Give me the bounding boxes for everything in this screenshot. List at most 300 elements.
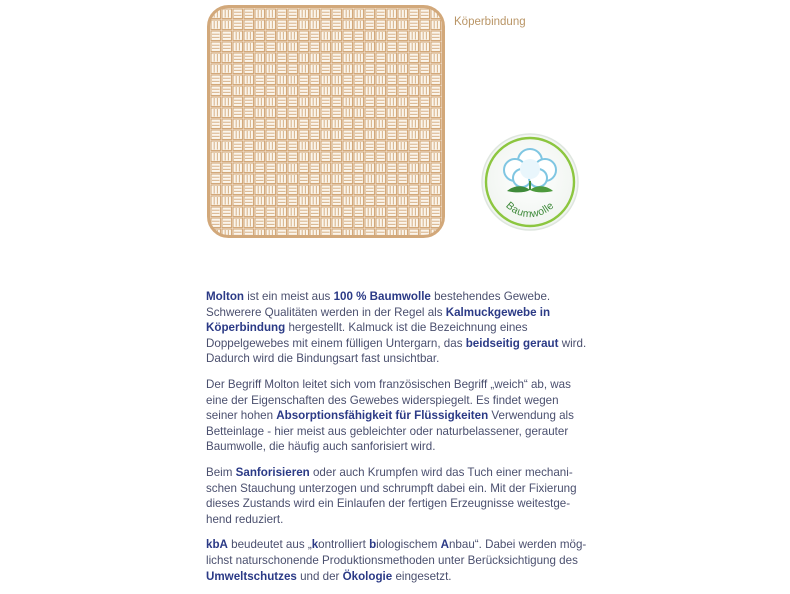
weave-cell: [387, 108, 397, 118]
weave-cell: [387, 97, 397, 107]
weave-cell: [233, 42, 243, 52]
weave-cell: [354, 141, 364, 151]
weave-pattern-icon: [207, 5, 445, 238]
weave-cell: [387, 141, 397, 151]
weave-cell: [343, 86, 353, 96]
weave-cell: [288, 97, 298, 107]
body-text: hergestellt. Kalmuck ist die Bezeichnung eines Doppelgewebes mit einem fülligen Untergarn, das: [206, 321, 528, 350]
weave-cell: [420, 174, 430, 184]
weave-cell: [343, 163, 353, 173]
weave-cell: [376, 119, 386, 129]
weave-cell: [299, 86, 309, 96]
weave-cell: [277, 119, 287, 129]
weave-cell: [310, 75, 320, 85]
weave-cell: [321, 64, 331, 74]
weave-cell: [222, 31, 232, 41]
weave-cell: [211, 119, 221, 129]
weave-cell: [255, 86, 265, 96]
weave-cell: [211, 53, 221, 63]
weave-cell: [321, 141, 331, 151]
weave-cell: [387, 185, 397, 195]
weave-cell: [211, 174, 221, 184]
weave-cell: [387, 64, 397, 74]
weave-cell: [420, 97, 430, 107]
body-text: ist ein meist aus: [244, 290, 334, 303]
weave-cell: [409, 108, 419, 118]
weave-cell: [365, 86, 375, 96]
weave-cell: [233, 218, 243, 228]
weave-cell: [343, 152, 353, 162]
weave-cell: [398, 64, 408, 74]
weave-cell: [431, 130, 441, 140]
weave-cell: [310, 20, 320, 30]
weave-cell: [288, 119, 298, 129]
weave-cell: [266, 97, 276, 107]
weave-cell: [398, 174, 408, 184]
weave-cell: [266, 53, 276, 63]
weave-cell: [409, 174, 419, 184]
weave-cell: [332, 152, 342, 162]
weave-cell: [420, 20, 430, 30]
weave-cell: [365, 97, 375, 107]
weave-cell: [365, 64, 375, 74]
weave-cell: [255, 163, 265, 173]
weave-cell: [211, 196, 221, 206]
weave-cell: [332, 42, 342, 52]
weave-cell: [266, 152, 276, 162]
weave-cell: [398, 141, 408, 151]
weave-cell: [310, 42, 320, 52]
weave-cell: [288, 196, 298, 206]
emphasis-text: beidseitig geraut: [465, 336, 559, 350]
weave-cell: [431, 218, 441, 228]
weave-cell: [310, 9, 320, 19]
weave-cell: [332, 108, 342, 118]
weave-cell: [277, 20, 287, 30]
weave-cell: [244, 163, 254, 173]
weave-cell: [420, 31, 430, 41]
weave-cell: [288, 174, 298, 184]
weave-cell: [222, 53, 232, 63]
weave-cell: [244, 119, 254, 129]
weave-cell: [288, 53, 298, 63]
weave-cell: [354, 207, 364, 217]
weave-cell: [365, 75, 375, 85]
weave-cell: [244, 31, 254, 41]
baumwolle-badge: [480, 132, 580, 232]
weave-cell: [354, 130, 364, 140]
weave-cell: [431, 108, 441, 118]
weave-cell: [244, 218, 254, 228]
weave-cell: [321, 20, 331, 30]
weave-cell: [233, 75, 243, 85]
weave-cell: [310, 31, 320, 41]
weave-cell: [222, 185, 232, 195]
paragraph-begriff: [206, 377, 588, 455]
weave-cell: [321, 152, 331, 162]
weave-cell: [255, 31, 265, 41]
weave-cell: [299, 119, 309, 129]
weave-cell: [299, 163, 309, 173]
weave-cell: [343, 185, 353, 195]
weave-cell: [255, 141, 265, 151]
weave-cell: [288, 130, 298, 140]
weave-cell: [409, 31, 419, 41]
weave-cell: [332, 174, 342, 184]
weave-cell: [354, 163, 364, 173]
weave-cell: [354, 152, 364, 162]
weave-cell: [288, 218, 298, 228]
weave-cell: [299, 97, 309, 107]
weave-cell: [376, 207, 386, 217]
weave-cell: [431, 31, 441, 41]
emphasis-text: Ökologie: [342, 569, 393, 583]
weave-cell: [376, 64, 386, 74]
weave-cell: [244, 42, 254, 52]
weave-cell: [233, 86, 243, 96]
emphasis-text: Absorptionsfähigkeit für Flüssigkeiten: [276, 409, 489, 423]
weave-cell: [354, 53, 364, 63]
weave-cell: [332, 218, 342, 228]
weave-cell: [255, 196, 265, 206]
weave-cell: [365, 207, 375, 217]
weave-cell: [321, 207, 331, 217]
weave-cell: [222, 64, 232, 74]
weave-cell: [365, 130, 375, 140]
weave-cell: [277, 42, 287, 52]
weave-cell: [398, 163, 408, 173]
weave-cell: [255, 42, 265, 52]
weave-cell: [387, 42, 397, 52]
body-text: nbau“. Dabei werden möglichst naturschonende Produktionsmethoden unter Berücksichtigung des: [206, 538, 587, 567]
weave-cell: [398, 97, 408, 107]
weave-cell: [409, 119, 419, 129]
weave-cell: [365, 119, 375, 129]
body-text: oder auch Krumpfen wird das Tuch einer mechanischen Stauchung unterzogen und schrumpft dabei ein. Mit der Fixierung dieses Zustands wird ein Einlaufen der fertigen Erzeugnisse weitestgehend reduziert.: [206, 465, 577, 526]
weave-cell: [365, 163, 375, 173]
weave-cell: [277, 86, 287, 96]
emphasis-text: Molton: [206, 290, 244, 303]
weave-cell: [321, 31, 331, 41]
weave-cell: [365, 152, 375, 162]
weave-cell: [233, 20, 243, 30]
weave-cell: [277, 75, 287, 85]
weave-cell: [431, 163, 441, 173]
weave-cell: [398, 207, 408, 217]
weave-cell: [277, 141, 287, 151]
weave-cell: [244, 196, 254, 206]
body-text: eingesetzt.: [392, 569, 452, 583]
article-text: [206, 289, 588, 594]
weave-cell: [376, 108, 386, 118]
weave-cell: [365, 42, 375, 52]
weave-cell: [244, 53, 254, 63]
weave-cell: [288, 163, 298, 173]
weave-cell: [255, 64, 265, 74]
weave-cell: [288, 9, 298, 19]
weave-cell: [277, 196, 287, 206]
weave-cell: [299, 75, 309, 85]
weave-cell: [431, 97, 441, 107]
weave-cell: [343, 53, 353, 63]
weave-cell: [299, 42, 309, 52]
weave-cell: [398, 53, 408, 63]
weave-cell: [244, 108, 254, 118]
weave-cell: [244, 86, 254, 96]
weave-cell: [266, 108, 276, 118]
body-text: wird. Dadurch wird die Bindungsart fast unsichtbar.: [206, 336, 587, 366]
weave-cell: [211, 20, 221, 30]
weave-cell: [409, 196, 419, 206]
weave-cell: [222, 130, 232, 140]
weave-cell: [244, 152, 254, 162]
weave-cell: [387, 207, 397, 217]
weave-cell: [398, 20, 408, 30]
weave-cell: [354, 218, 364, 228]
weave-cell: [354, 196, 364, 206]
weave-cell: [409, 130, 419, 140]
weave-cell: [299, 218, 309, 228]
weave-cell: [398, 185, 408, 195]
weave-cell: [222, 196, 232, 206]
emphasis-text: 100 % Baumwolle: [333, 290, 431, 303]
weave-cell: [354, 42, 364, 52]
weave-cell: [398, 196, 408, 206]
weave-cell: [431, 152, 441, 162]
weave-cell: [343, 20, 353, 30]
weave-cell: [299, 108, 309, 118]
weave-cell: [398, 31, 408, 41]
weave-cell: [244, 174, 254, 184]
weave-cell: [431, 42, 441, 52]
weave-cell: [354, 185, 364, 195]
weave-cell: [387, 130, 397, 140]
weave-cell: [233, 31, 243, 41]
weave-cell: [255, 75, 265, 85]
weave-cell: [299, 130, 309, 140]
weave-cell: [299, 141, 309, 151]
weave-cell: [299, 64, 309, 74]
weave-cell: [310, 86, 320, 96]
weave-cell: [376, 20, 386, 30]
weave-cell: [420, 108, 430, 118]
weave-cell: [310, 207, 320, 217]
weave-cell: [376, 196, 386, 206]
weave-cell: [222, 75, 232, 85]
weave-cell: [222, 174, 232, 184]
weave-cell: [354, 86, 364, 96]
weave-cell: [255, 9, 265, 19]
weave-cell: [431, 174, 441, 184]
weave-cell: [233, 207, 243, 217]
weave-cell: [266, 64, 276, 74]
weave-cell: [222, 42, 232, 52]
weave-cell: [277, 152, 287, 162]
weave-cell: [343, 75, 353, 85]
weave-cell: [211, 108, 221, 118]
weave-cell: [288, 152, 298, 162]
emphasis-text: A: [440, 538, 449, 552]
weave-cell: [365, 218, 375, 228]
weave-cell: [277, 9, 287, 19]
emphasis-text: Umweltschutzes: [206, 569, 297, 583]
weave-cell: [244, 9, 254, 19]
paragraph-molton: [206, 289, 588, 367]
weave-cell: [255, 218, 265, 228]
weave-cell: [387, 196, 397, 206]
weave-cell: [222, 86, 232, 96]
weave-cell: [310, 119, 320, 129]
weave-cell: [420, 207, 430, 217]
weave-cell: [365, 185, 375, 195]
weave-cell: [244, 207, 254, 217]
weave-cell: [387, 9, 397, 19]
weave-cell: [332, 196, 342, 206]
weave-cell: [332, 163, 342, 173]
weave-cell: [409, 218, 419, 228]
weave-cell: [266, 119, 276, 129]
weave-cell: [376, 218, 386, 228]
emphasis-text: k: [311, 538, 319, 552]
emphasis-text: Sanforisieren: [235, 465, 310, 479]
weave-cell: [365, 31, 375, 41]
weave-cell: [365, 141, 375, 151]
weave-cell: [354, 97, 364, 107]
body-text: beudeutet aus „: [227, 538, 312, 552]
weave-cell: [387, 163, 397, 173]
weave-cell: [255, 185, 265, 195]
weave-cell: [299, 152, 309, 162]
weave-cell: [266, 163, 276, 173]
weave-cell: [376, 130, 386, 140]
weave-cell: [409, 163, 419, 173]
weave-cell: [354, 20, 364, 30]
body-text: Verwendung als Betteinlage - hier meist aus gebleichter oder naturbelassener, gerauter Baumwolle, die häufig auch sanforisiert wird.: [206, 409, 574, 454]
weave-cell: [354, 75, 364, 85]
weave-cell: [288, 141, 298, 151]
weave-cell: [222, 119, 232, 129]
weave-cell: [409, 86, 419, 96]
weave-cell: [431, 185, 441, 195]
weave-cell: [266, 185, 276, 195]
weave-cell: [420, 119, 430, 129]
weave-cell: [244, 97, 254, 107]
weave-cell: [211, 97, 221, 107]
weave-cell: [343, 108, 353, 118]
weave-cell: [409, 97, 419, 107]
weave-cell: [409, 141, 419, 151]
weave-cell: [277, 31, 287, 41]
weave-cell: [255, 130, 265, 140]
weave-cell: [321, 196, 331, 206]
body-text: Beim: [206, 465, 236, 479]
weave-cell: [288, 207, 298, 217]
weave-cell: [266, 130, 276, 140]
weave-cell: [244, 141, 254, 151]
weave-cell: [288, 20, 298, 30]
weave-cell: [310, 53, 320, 63]
weave-cell: [266, 141, 276, 151]
emphasis-text: kbA: [206, 538, 228, 552]
weave-cell: [277, 53, 287, 63]
weave-cell: [398, 9, 408, 19]
weave-cell: [310, 185, 320, 195]
weave-cell: [266, 196, 276, 206]
weave-cell: [376, 42, 386, 52]
weave-cell: [321, 185, 331, 195]
weave-cell: [387, 218, 397, 228]
weave-cell: [376, 174, 386, 184]
weave-cell: [431, 75, 441, 85]
weave-cell: [409, 207, 419, 217]
weave-cell: [211, 163, 221, 173]
weave-cell: [321, 53, 331, 63]
weave-cell: [244, 20, 254, 30]
weave-cell: [233, 9, 243, 19]
weave-cell: [310, 174, 320, 184]
weave-cell: [387, 174, 397, 184]
weave-cell: [420, 86, 430, 96]
weave-cell: [255, 207, 265, 217]
weave-cell: [277, 108, 287, 118]
weave-cell: [398, 152, 408, 162]
emphasis-text: b: [369, 538, 377, 552]
weave-cell: [255, 53, 265, 63]
weave-cell: [332, 53, 342, 63]
weave-cell: [376, 9, 386, 19]
weave-cell: [354, 64, 364, 74]
weave-cell: [376, 31, 386, 41]
weave-cell: [211, 42, 221, 52]
weave-cell: [420, 218, 430, 228]
paragraph-sanforisieren: [206, 465, 588, 527]
weave-cell: [211, 86, 221, 96]
weave-cell: [431, 53, 441, 63]
weave-cell: [266, 42, 276, 52]
weave-cell: [266, 86, 276, 96]
weave-cell: [343, 9, 353, 19]
weave-cell: [310, 64, 320, 74]
weave-cell: [332, 130, 342, 140]
weave-cell: [354, 108, 364, 118]
weave-cell: [222, 97, 232, 107]
weave-cell: [332, 86, 342, 96]
weave-cell: [332, 185, 342, 195]
weave-cell: [211, 31, 221, 41]
weave-cell: [222, 218, 232, 228]
weave-cell: [387, 20, 397, 30]
weave-cell: [288, 108, 298, 118]
weave-cell: [365, 174, 375, 184]
weave-caption: Köperbindung: [454, 16, 526, 28]
weave-cell: [321, 108, 331, 118]
weave-cell: [255, 119, 265, 129]
weave-cell: [310, 196, 320, 206]
weave-cell: [211, 64, 221, 74]
weave-cell: [387, 75, 397, 85]
weave-cell: [255, 108, 265, 118]
weave-cell: [398, 75, 408, 85]
weave-cell: [365, 53, 375, 63]
weave-cell: [420, 141, 430, 151]
weave-cell: [343, 174, 353, 184]
weave-cell: [288, 75, 298, 85]
weave-cell: [420, 152, 430, 162]
weave-cell: [288, 185, 298, 195]
weave-cell: [387, 53, 397, 63]
body-text: und der: [296, 569, 343, 583]
weave-cell: [299, 53, 309, 63]
